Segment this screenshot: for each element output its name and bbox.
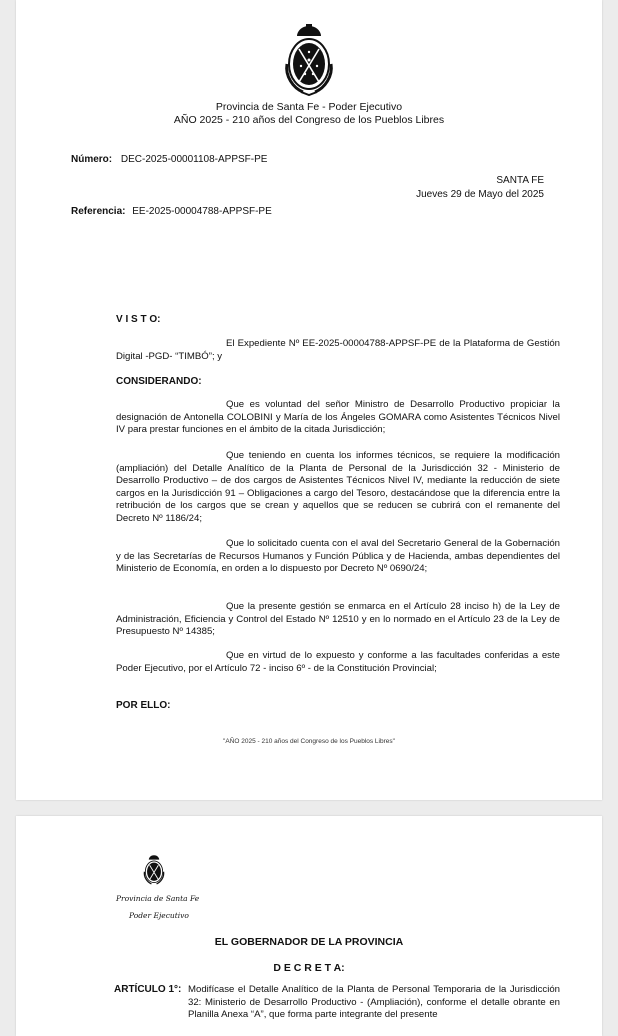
paragraph-text: Que en virtud de lo expuesto y conforme a las facultades conferidas a este Poder Ejecutivo, por el Artículo 72 - inciso 6º - de la Constitución Provincial;	[116, 650, 560, 674]
article-1-text: Modifícase el Detalle Analítico de la Planta de Personal Temporaria de la Jurisdicción 32: Ministerio de Desarrollo Productivo - (Ampliación), conforme el detalle obrante en Planilla Anexa “A”, que forma parte integrante del presente	[188, 984, 560, 1021]
considerando-paragraph-2	[116, 450, 560, 526]
governor-heading: EL GOBERNADOR DE LA PROVINCIA	[214, 936, 404, 948]
city: SANTA FE	[496, 175, 544, 186]
paragraph-text: Que teniendo en cuenta los informes técnicos, se requiere la modificación (ampliación) del Detalle Analítico de la Planta de Personal de la Jurisdicción 32 - Ministerio de Desarrollo Productivo – de dos cargos de Asistentes Técnicos Nivel IV, mediante la reducción de siete cargos en la Jurisdicción 91 – Obligaciones a cargo del Tesoro, destacándose que la diferencia entre la retribución de los cargos que se crean y aquellos que se reducen se cubrirá con el remanente del Decreto Nº 1186/24;	[116, 450, 560, 524]
document-page-2	[16, 816, 602, 1036]
seal-province-text: Provincia de Santa Fe	[116, 894, 200, 903]
considerando-paragraph-1	[116, 399, 560, 437]
considerando-paragraph-5	[116, 650, 560, 675]
article-1-label: ARTÍCULO 1°:	[114, 984, 182, 995]
document-page-1	[16, 0, 602, 800]
header-year-motto: AÑO 2025 - 210 años del Congreso de los Pueblos Libres	[173, 114, 445, 126]
header-province: Provincia de Santa Fe - Poder Ejecutivo	[215, 101, 403, 113]
referencia-row	[71, 206, 272, 219]
considerando-paragraph-4	[116, 601, 560, 639]
seal-executive-text: Poder Ejecutivo	[129, 911, 189, 920]
visto-text: El Expediente Nº EE-2025-00004788-APPSF-PE de la Plataforma de Gestión Digital -PGD- “TIMBÓ”; y	[116, 338, 560, 362]
numero-value: DEC-2025-00001108-APPSF-PE	[120, 154, 268, 165]
referencia-value: EE-2025-00004788-APPSF-PE	[132, 206, 272, 217]
date: Jueves 29 de Mayo del 2025	[416, 189, 544, 200]
page-footer-motto: "AÑO 2025 - 210 años del Congreso de los Pueblos Libres"	[223, 738, 395, 745]
visto-heading: V I S T O:	[116, 314, 161, 325]
santa-fe-seal-icon	[141, 852, 167, 888]
considerando-heading: CONSIDERANDO:	[116, 376, 202, 387]
paragraph-text: Que es voluntad del señor Ministro de Desarrollo Productivo propiciar la designación de Antonella COLOBINI y María de los Ángeles GOMARA como Asistentes Técnicos Nivel IV para prestar funciones en el ámbito de la citada Jurisdicción;	[116, 399, 560, 436]
paragraph-text: Que la presente gestión se enmarca en el Artículo 28 inciso h) de la Ley de Administración, Eficiencia y Control del Estado Nº 12510 y en lo normado en el Artículo 23 de la Ley de Presupuesto Nº 14385;	[116, 601, 560, 638]
por-ello-heading: POR ELLO:	[116, 700, 171, 711]
numero-label: Número:	[71, 154, 113, 165]
numero-row	[71, 154, 267, 167]
considerando-paragraph-3	[116, 538, 560, 576]
visto-paragraph	[116, 338, 560, 363]
decreta-heading: D E C R E T A:	[273, 962, 345, 974]
paragraph-text: Que lo solicitado cuenta con el aval del Secretario General de la Gobernación y de las Secretarías de Recursos Humanos y Función Pública y de Hacienda, ambas dependientes del Ministerio de Economía, en orden a lo dispuesto por Decreto Nº 0690/24;	[116, 538, 560, 575]
referencia-label: Referencia:	[71, 206, 126, 217]
santa-fe-coat-of-arms-icon	[279, 24, 339, 96]
